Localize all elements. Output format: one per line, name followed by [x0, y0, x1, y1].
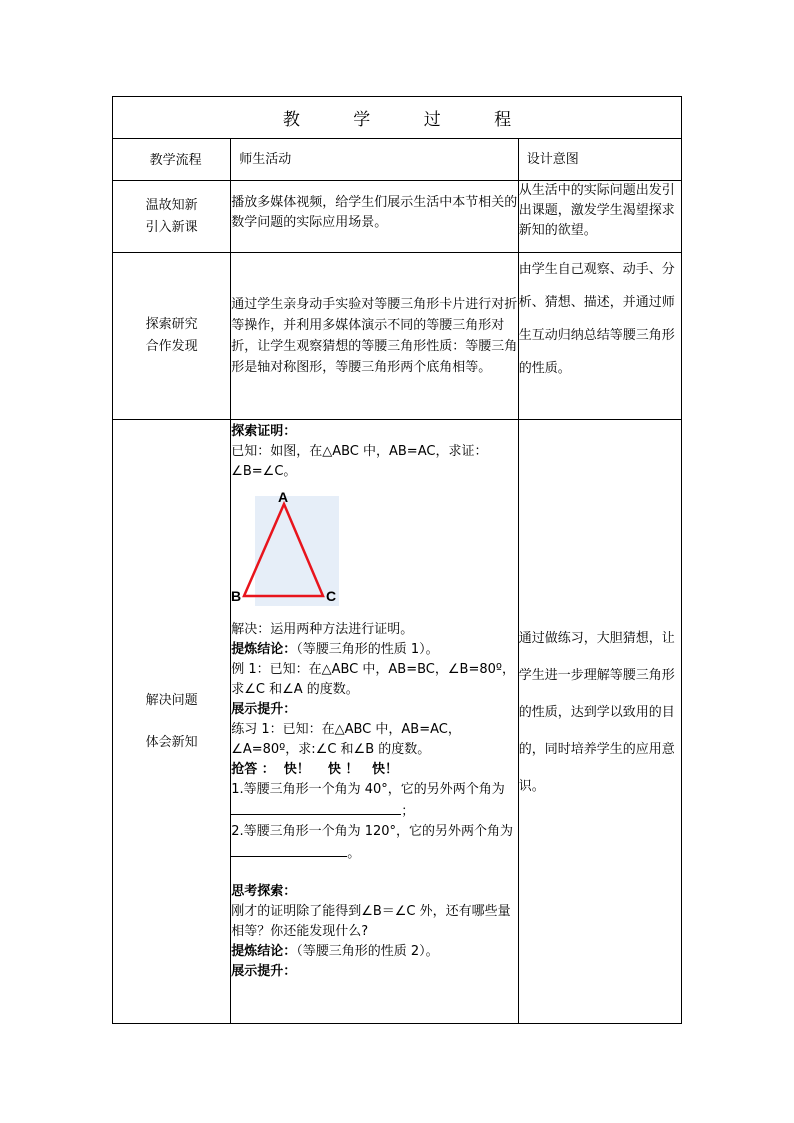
row1-activity: 播放多媒体视频，给学生们展示生活中本节相关的数学问题的实际应用场景。 — [231, 181, 519, 253]
question-1: 1.等腰三角形一个角为 40°，它的另外两个角为 ； — [231, 782, 505, 819]
conclusion-1: 提炼结论：（等腰三角形的性质 1）。 — [231, 642, 439, 657]
lesson-process-table — [112, 96, 682, 1024]
conclusion-2: 提炼结论：（等腰三角形的性质 2）。 — [231, 944, 439, 959]
think-text: 刚才的证明除了能得到∠B＝∠C 外，还有哪些量相等？你还能发现什么? — [231, 904, 511, 939]
answer-blank-1 — [231, 800, 401, 815]
question-2: 2.等腰三角形一个角为 120°，它的另外两个角为。 — [231, 824, 514, 861]
proof-heading: 探索证明： — [231, 424, 297, 439]
show-heading-2: 展示提升： — [231, 964, 297, 979]
row3-stage: 解决问题 体会新知 — [113, 420, 231, 1024]
table-title-text: 教 学 过 程 — [282, 110, 512, 130]
row2-stage: 探索研究 合作发现 — [113, 253, 231, 420]
row2-intent: 由学生自己观察、动手、分析、猜想、描述，并通过师生互动归纳总结等腰三角形的性质。 — [518, 253, 681, 420]
given-statement: 已知：如图，在△ABC 中，AB=AC，求证：∠B=∠C。 — [231, 444, 488, 479]
vertex-label-c: C — [326, 588, 337, 604]
row1-stage: 温故知新 引入新课 — [113, 181, 231, 253]
header-intent: 设计意图 — [518, 139, 681, 181]
practice-1: 练习 1：已知：在△ABC 中，AB=AC，∠A=80º，求:∠C 和∠B 的度数。 — [231, 722, 461, 757]
think-heading: 思考探索： — [231, 884, 297, 899]
table-title — [113, 97, 682, 139]
solve-text: 解决：运用两种方法进行证明。 — [231, 622, 414, 637]
row2-activity: 通过学生亲身动手实验对等腰三角形卡片进行对折等操作，并利用多媒体演示不同的等腰三角形对折，让学生观察猜想的等腰三角形性质：等腰三角形是轴对称图形，等腰三角形两个底角相等。 — [231, 253, 519, 420]
example-1-question: 求∠C 和∠A 的度数。 — [231, 682, 359, 697]
row3-activity — [231, 420, 519, 1024]
show-heading-1: 展示提升： — [231, 702, 297, 717]
vertex-label-a: A — [278, 489, 289, 505]
header-stage: 教学流程 — [113, 139, 231, 181]
example-1: 例 1：已知：在△ABC 中，AB=BC，∠B=80º， — [231, 662, 516, 677]
triangle-abc-figure — [231, 488, 341, 610]
quick-answer: 抢答 ： 快！ 快 ！ 快！ — [231, 762, 398, 777]
header-activity: 师生活动 — [231, 139, 519, 181]
row3-intent: 通过做练习，大胆猜想，让学生进一步理解等腰三角形的性质，达到学以致用的目的，同时培养学生的应用意识。 — [518, 420, 681, 1024]
vertex-label-b: B — [231, 588, 242, 604]
answer-blank-2 — [231, 842, 347, 857]
row1-intent: 从生活中的实际问题出发引出课题，激发学生渴望探求新知的欲望。 — [518, 181, 681, 253]
